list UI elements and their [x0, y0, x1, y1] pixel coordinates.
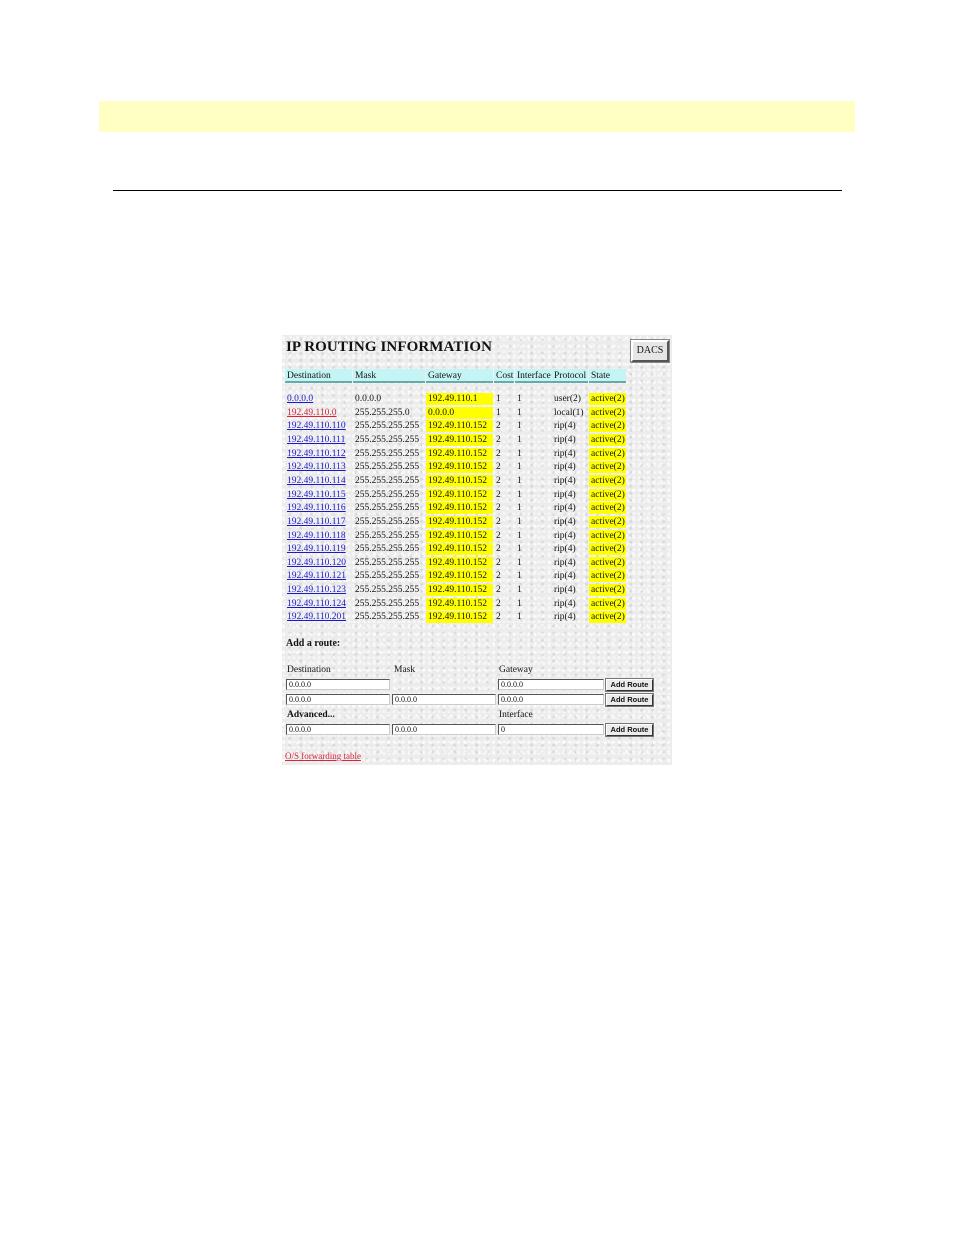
- route-mask: 255.255.255.255: [355, 421, 420, 432]
- route-destination-link[interactable]: 192.49.110.111: [287, 434, 346, 445]
- route-state: active(2): [591, 421, 625, 432]
- row2-gateway-input[interactable]: 0.0.0.0: [498, 694, 604, 705]
- route-interface: 1: [517, 598, 522, 609]
- route-interface: 1: [517, 585, 522, 596]
- route-state: active(2): [591, 530, 625, 541]
- os-forwarding-table-link[interactable]: O/S forwarding table: [285, 751, 361, 761]
- table-row: [282, 475, 672, 489]
- route-protocol: local(1): [554, 407, 584, 418]
- route-mask: 255.255.255.255: [355, 612, 420, 623]
- table-row: [282, 502, 672, 516]
- route-interface: 1: [517, 407, 522, 418]
- route-interface: 1: [517, 557, 522, 568]
- col-header-destination: Destination: [285, 369, 352, 383]
- table-row: [282, 543, 672, 557]
- route-state: active(2): [591, 598, 625, 609]
- route-interface: 1: [517, 612, 522, 623]
- table-row: [282, 570, 672, 584]
- table-row: [282, 393, 672, 407]
- table-row: [282, 489, 672, 503]
- label-mask: Mask: [394, 665, 416, 675]
- route-mask: 255.255.255.255: [355, 434, 420, 445]
- route-mask: 255.255.255.255: [355, 585, 420, 596]
- table-row: [282, 516, 672, 530]
- route-destination-link[interactable]: 192.49.110.0: [287, 407, 337, 418]
- route-destination-link[interactable]: 192.49.110.201: [287, 612, 347, 623]
- col-header-interface: Interface: [517, 371, 551, 381]
- row3-mask-input[interactable]: 0.0.0.0: [392, 724, 496, 735]
- route-cost: 2: [496, 612, 501, 623]
- route-interface: 1: [517, 503, 522, 514]
- route-gateway: 192.49.110.152: [426, 584, 493, 596]
- route-cost: 1: [496, 394, 501, 404]
- route-gateway: 192.49.110.152: [426, 516, 493, 528]
- route-mask: 255.255.255.255: [355, 503, 420, 514]
- route-gateway: 192.49.110.152: [426, 420, 493, 432]
- route-destination-link[interactable]: 192.49.110.116: [287, 503, 346, 514]
- label-advanced: Advanced...: [287, 710, 335, 720]
- row2-add-route-button[interactable]: Add Route: [606, 694, 653, 706]
- route-destination-link[interactable]: 192.49.110.114: [287, 475, 346, 486]
- route-cost: 2: [496, 503, 501, 514]
- row1-add-route-button[interactable]: Add Route: [606, 679, 653, 691]
- row3-destination-input[interactable]: 0.0.0.0: [286, 724, 390, 735]
- table-row: [282, 598, 672, 612]
- route-destination-link[interactable]: 192.49.110.117: [287, 516, 346, 527]
- col-header-cost: Cost: [496, 371, 514, 381]
- route-mask: 255.255.255.255: [355, 448, 420, 459]
- route-cost: 2: [496, 557, 501, 568]
- route-interface: 1: [517, 516, 522, 527]
- label-interface: Interface: [499, 710, 533, 720]
- route-state: active(2): [591, 585, 625, 596]
- route-mask: 255.255.255.255: [355, 598, 420, 609]
- route-cost: 2: [496, 585, 501, 596]
- route-interface: 1: [517, 462, 522, 473]
- route-destination-link[interactable]: 0.0.0.0: [287, 394, 314, 404]
- row2-mask-input[interactable]: 0.0.0.0: [392, 694, 496, 705]
- table-row: [282, 420, 672, 434]
- route-cost: 2: [496, 530, 501, 541]
- route-gateway: 192.49.110.152: [426, 543, 493, 555]
- route-cost: 2: [496, 462, 501, 473]
- add-route-heading: Add a route:: [286, 638, 341, 649]
- route-gateway: 192.49.110.152: [426, 570, 493, 582]
- label-gateway: Gateway: [499, 665, 533, 675]
- route-protocol: rip(4): [554, 462, 576, 473]
- route-mask: 0.0.0.0: [355, 394, 382, 404]
- route-destination-link[interactable]: 192.49.110.121: [287, 571, 347, 582]
- route-state: active(2): [591, 503, 625, 514]
- table-row: [282, 557, 672, 571]
- route-mask: 255.255.255.255: [355, 516, 420, 527]
- route-cost: 2: [496, 571, 501, 582]
- route-mask: 255.255.255.255: [355, 571, 420, 582]
- route-state: active(2): [591, 571, 625, 582]
- route-mask: 255.255.255.255: [355, 475, 420, 486]
- route-interface: 1: [517, 544, 522, 555]
- route-destination-link[interactable]: 192.49.110.118: [287, 530, 346, 541]
- table-row: [282, 434, 672, 448]
- route-destination-link[interactable]: 192.49.110.113: [287, 462, 346, 473]
- route-gateway: 192.49.110.152: [426, 530, 493, 542]
- route-cost: 2: [496, 544, 501, 555]
- route-cost: 2: [496, 421, 501, 432]
- table-row: [282, 461, 672, 475]
- label-destination: Destination: [287, 665, 331, 675]
- table-row: [282, 407, 672, 421]
- route-mask: 255.255.255.255: [355, 544, 420, 555]
- row1-destination-input[interactable]: 0.0.0.0: [286, 679, 390, 690]
- route-state: active(2): [591, 448, 625, 459]
- route-destination-link[interactable]: 192.49.110.120: [287, 557, 347, 568]
- route-state: active(2): [591, 407, 625, 418]
- route-protocol: rip(4): [554, 557, 576, 568]
- col-header-mask: Mask: [353, 369, 425, 383]
- route-state: active(2): [591, 612, 625, 623]
- route-protocol: rip(4): [554, 489, 576, 500]
- route-protocol: rip(4): [554, 544, 576, 555]
- route-mask: 255.255.255.255: [355, 489, 420, 500]
- route-protocol: rip(4): [554, 475, 576, 486]
- route-interface: 1: [517, 571, 522, 582]
- route-interface: 1: [517, 489, 522, 500]
- route-interface: 1: [517, 475, 522, 486]
- col-header-gateway: Gateway: [426, 369, 493, 383]
- route-state: active(2): [591, 475, 625, 486]
- route-protocol: rip(4): [554, 503, 576, 514]
- route-interface: 1: [517, 434, 522, 445]
- route-protocol: rip(4): [554, 516, 576, 527]
- route-state: active(2): [591, 544, 625, 555]
- route-gateway: 192.49.110.152: [426, 475, 493, 487]
- route-interface: 1: [517, 448, 522, 459]
- route-state: active(2): [591, 557, 625, 568]
- route-destination-link[interactable]: 192.49.110.123: [287, 585, 347, 596]
- route-mask: 255.255.255.255: [355, 462, 420, 473]
- route-protocol: rip(4): [554, 448, 576, 459]
- route-gateway: 192.49.110.152: [426, 502, 493, 514]
- route-mask: 255.255.255.0: [355, 407, 410, 418]
- page-banner: [99, 101, 855, 132]
- route-destination-link[interactable]: 192.49.110.124: [287, 598, 347, 609]
- route-gateway: 192.49.110.152: [426, 448, 493, 460]
- route-destination-link[interactable]: 192.49.110.119: [287, 544, 346, 555]
- table-row: [282, 611, 672, 625]
- route-gateway: 192.49.110.152: [426, 611, 493, 623]
- ip-routing-window: [282, 335, 672, 765]
- route-gateway: 192.49.110.152: [426, 557, 493, 569]
- route-cost: 2: [496, 448, 501, 459]
- route-cost: 2: [496, 489, 501, 500]
- col-header-protocol: Protocol: [554, 371, 587, 381]
- route-gateway: 192.49.110.1: [426, 393, 493, 405]
- row2-destination-input[interactable]: 0.0.0.0: [286, 694, 390, 705]
- table-row: [282, 448, 672, 462]
- route-protocol: rip(4): [554, 530, 576, 541]
- route-destination-link[interactable]: 192.49.110.115: [287, 489, 346, 500]
- route-protocol: rip(4): [554, 434, 576, 445]
- route-cost: 2: [496, 475, 501, 486]
- row3-interface-input[interactable]: 0: [498, 724, 604, 735]
- route-interface: 1: [517, 394, 522, 404]
- row1-gateway-input[interactable]: 0.0.0.0: [498, 679, 604, 690]
- route-interface: 1: [517, 421, 522, 432]
- row3-add-route-button[interactable]: Add Route: [606, 724, 653, 736]
- route-gateway: 192.49.110.152: [426, 598, 493, 610]
- route-state: active(2): [591, 394, 625, 404]
- route-gateway: 192.49.110.152: [426, 434, 493, 446]
- route-protocol: rip(4): [554, 598, 576, 609]
- page-title: IP ROUTING INFORMATION: [286, 339, 493, 355]
- route-destination-link[interactable]: 192.49.110.110: [287, 421, 346, 432]
- route-protocol: rip(4): [554, 571, 576, 582]
- route-mask: 255.255.255.255: [355, 557, 420, 568]
- route-cost: 2: [496, 434, 501, 445]
- route-destination-link[interactable]: 192.49.110.112: [287, 448, 346, 459]
- route-gateway: 192.49.110.152: [426, 461, 493, 473]
- route-cost: 2: [496, 516, 501, 527]
- route-cost: 1: [496, 407, 501, 418]
- table-row: [282, 584, 672, 598]
- route-gateway: 192.49.110.152: [426, 489, 493, 501]
- route-protocol: rip(4): [554, 421, 576, 432]
- route-cost: 2: [496, 598, 501, 609]
- col-header-state: State: [589, 369, 626, 383]
- table-row: [282, 530, 672, 544]
- route-state: active(2): [591, 516, 625, 527]
- route-protocol: user(2): [554, 394, 581, 404]
- route-mask: 255.255.255.255: [355, 530, 420, 541]
- route-gateway: 0.0.0.0: [426, 407, 493, 419]
- route-interface: 1: [517, 530, 522, 541]
- route-state: active(2): [591, 462, 625, 473]
- route-state: active(2): [591, 489, 625, 500]
- route-protocol: rip(4): [554, 585, 576, 596]
- route-protocol: rip(4): [554, 612, 576, 623]
- route-state: active(2): [591, 434, 625, 445]
- horizontal-rule: [113, 190, 842, 191]
- dacs-button[interactable]: DACS: [631, 340, 669, 362]
